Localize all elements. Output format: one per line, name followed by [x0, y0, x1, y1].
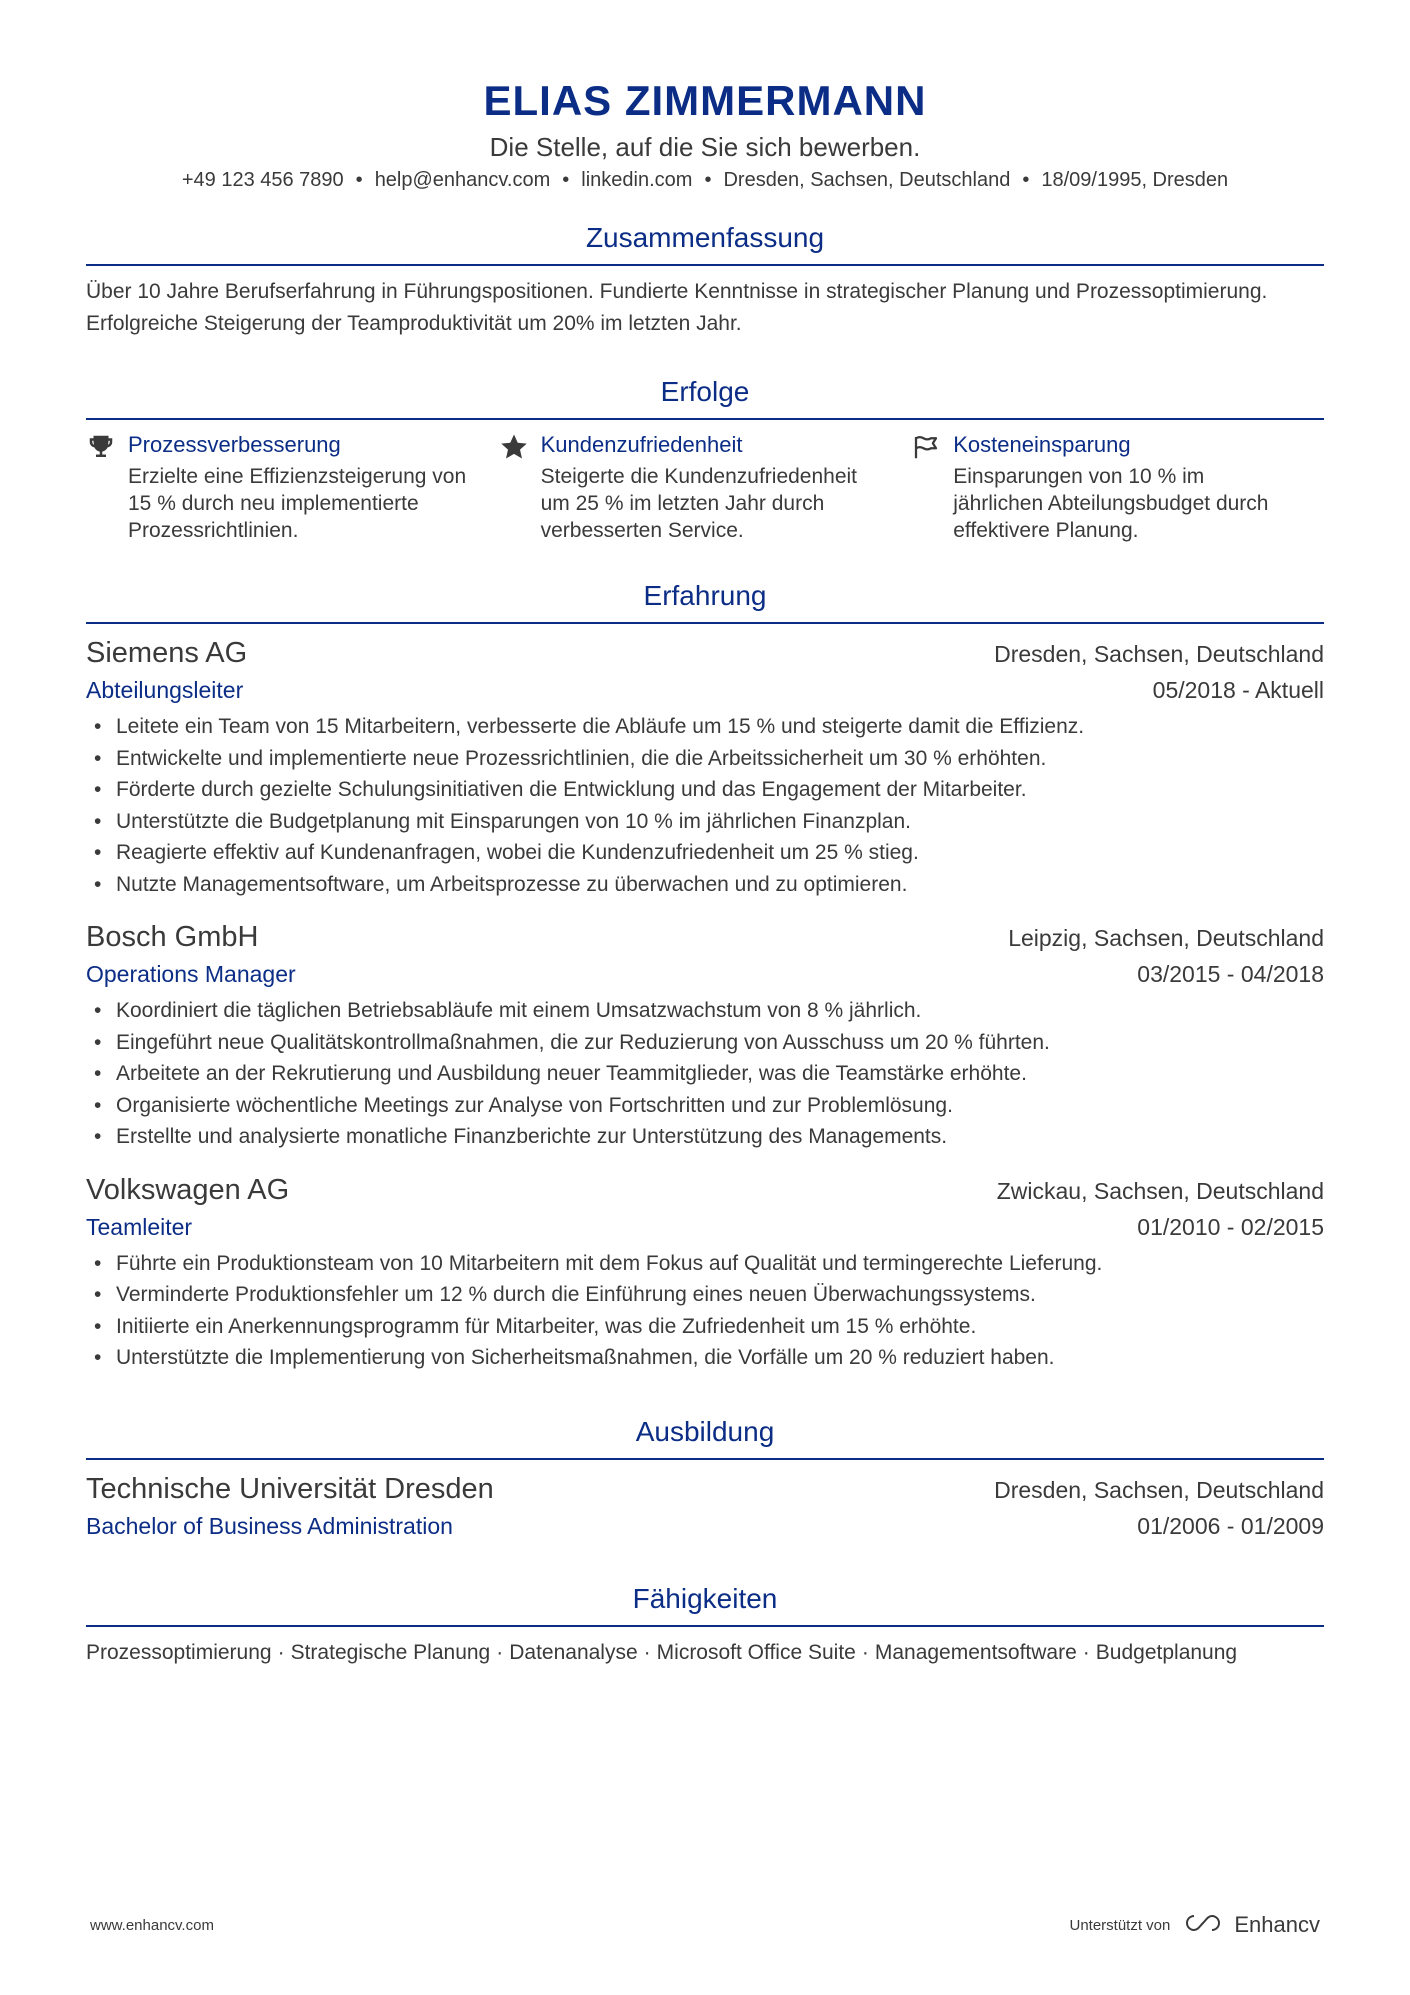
achievement-title: Prozessverbesserung: [128, 432, 341, 457]
school-name: Technische Universität Dresden: [86, 1472, 494, 1505]
separator: ·: [277, 1640, 285, 1664]
section-divider: [86, 264, 1324, 266]
section-title-achievements: Erfolge: [660, 376, 750, 407]
job-role: Teamleiter: [86, 1213, 193, 1240]
location: Dresden, Sachsen, Deutschland: [723, 169, 1011, 191]
school-location: Dresden, Sachsen, Deutschland: [994, 1476, 1324, 1503]
resume-header: [86, 0, 1324, 194]
bullet-item: • Führte ein Produktionsteam von 10 Mitarbeitern mit dem Fokus auf Qualität und termingerechte Lieferung.: [86, 1248, 1324, 1280]
separator: ·: [643, 1640, 651, 1664]
bullet-item: • Organisierte wöchentliche Meetings zur Analyse von Fortschritten und zur Problemlösung.: [86, 1090, 1324, 1122]
job-tagline: Die Stelle, auf die Sie sich bewerben.: [489, 132, 921, 162]
achievement-desc: Erzielte eine Effizienzsteigerung von 15 % durch neu implementierte Prozessrichtlinien.: [128, 465, 467, 542]
education-section: [86, 1414, 1324, 1543]
section-title-experience: Erfahrung: [643, 580, 767, 611]
section-divider: [86, 418, 1324, 420]
bullet-item: • Entwickelte und implementierte neue Prozessrichtlinien, die die Arbeitssicherheit um 30 % erhöhten.: [86, 743, 1324, 775]
skills-list: [86, 1637, 1324, 1669]
bullet-item: • Koordiniert die täglichen Betriebsabläufe mit einem Umsatzwachstum von 8 % jährlich.: [86, 995, 1324, 1027]
bullet-item: • Verminderte Produktionsfehler um 12 % durch die Einführung eines neuen Überwachungssystems.: [86, 1279, 1324, 1311]
star-icon: [499, 430, 541, 544]
job-bullets: [86, 1248, 1324, 1374]
job-dates: 03/2015 - 04/2018: [1137, 961, 1324, 987]
company-name: Bosch GmbH: [86, 921, 259, 953]
achievement-title: Kosteneinsparung: [953, 432, 1131, 457]
achievement-title: Kundenzufriedenheit: [540, 432, 743, 457]
job-role: Operations Manager: [86, 961, 296, 987]
skill-item: Prozessoptimierung: [86, 1640, 272, 1664]
bullet-item: • Eingeführt neue Qualitätskontrollmaßnahmen, die zur Reduzierung von Ausschuss um 20 % führten.: [86, 1027, 1324, 1059]
achievements-section: [86, 374, 1324, 544]
separator: ·: [861, 1640, 869, 1664]
brand-name: Enhancv: [1234, 1912, 1320, 1937]
section-divider: [86, 622, 1324, 624]
job-location: Leipzig, Sachsen, Deutschland: [1008, 925, 1324, 951]
skill-item: Datenanalyse: [509, 1640, 638, 1664]
job-entry: [86, 634, 1324, 900]
skill-item: Budgetplanung: [1095, 1640, 1238, 1664]
degree: Bachelor of Business Administration: [86, 1512, 453, 1539]
separator: ·: [496, 1640, 504, 1664]
powered-by-label: Unterstützt von: [1069, 1916, 1171, 1934]
education-entry: [86, 1470, 1324, 1543]
linkedin-link[interactable]: linkedin.com: [581, 169, 693, 191]
job-location: Zwickau, Sachsen, Deutschland: [996, 1177, 1324, 1204]
section-title-skills: Fähigkeiten: [632, 1582, 778, 1614]
bullet-item: • Nutzte Managementsoftware, um Arbeitsprozesse zu überwachen und zu optimieren.: [86, 869, 1324, 901]
resume-page: [86, 0, 1324, 1669]
job-bullets: [86, 995, 1324, 1153]
section-divider: [86, 1458, 1324, 1460]
achievement-item: [499, 430, 912, 544]
phone: +49 123 456 7890: [181, 169, 344, 191]
birth-info: 18/09/1995, Dresden: [1041, 169, 1229, 191]
skill-item: Managementsoftware: [874, 1640, 1077, 1664]
page-footer: [90, 1912, 1320, 1938]
trophy-icon: [86, 430, 128, 544]
separator: •: [1022, 169, 1030, 191]
bullet-item: • Reagierte effektiv auf Kundenanfragen, wobei die Kundenzufriedenheit um 25 % stieg.: [86, 837, 1324, 869]
bullet-item: • Förderte durch gezielte Schulungsinitiativen die Entwicklung und das Engagement der Mitarbeiter.: [86, 774, 1324, 806]
summary-text: Über 10 Jahre Berufserfahrung in Führungspositionen. Fundierte Kenntnisse in strategischer Planung und Prozessoptimierung. Erfolgreiche Steigerung der Teamproduktivität um 20% im letzten Jahr.: [86, 280, 1268, 335]
separator: •: [704, 169, 712, 191]
section-title-education: Ausbildung: [635, 1415, 775, 1447]
bullet-item: • Arbeitete an der Rekrutierung und Ausbildung neuer Teammitglieder, was die Teamstärke erhöhte.: [86, 1058, 1324, 1090]
skill-item: Microsoft Office Suite: [656, 1640, 856, 1664]
flag-icon: [911, 430, 953, 544]
job-dates: 05/2018 - Aktuell: [1152, 677, 1324, 703]
job-dates: 01/2010 - 02/2015: [1137, 1213, 1324, 1240]
enhancv-logo-icon: [1182, 1912, 1226, 1938]
bullet-item: • Erstellte und analysierte monatliche Finanzberichte zur Unterstützung des Managements.: [86, 1121, 1324, 1153]
achievements-list: [86, 430, 1324, 544]
experience-section: [86, 578, 1324, 1374]
education-dates: 01/2006 - 01/2009: [1137, 1512, 1324, 1539]
separator: •: [355, 169, 363, 191]
company-name: Volkswagen AG: [86, 1173, 290, 1206]
job-entry: [86, 1171, 1324, 1374]
section-title-summary: Zusammenfassung: [585, 222, 825, 253]
job-bullets: [86, 711, 1324, 900]
contact-line: [86, 166, 1324, 194]
job-location: Dresden, Sachsen, Deutschland: [994, 641, 1324, 667]
skills-section: [86, 1581, 1324, 1669]
summary-section: [86, 220, 1324, 340]
footer-url[interactable]: www.enhancv.com: [90, 1916, 214, 1934]
separator: •: [562, 169, 570, 191]
bullet-item: • Unterstützte die Budgetplanung mit Einsparungen von 10 % im jährlichen Finanzplan.: [86, 806, 1324, 838]
skill-item: Strategische Planung: [290, 1640, 491, 1664]
achievement-desc: Steigerte die Kundenzufriedenheit um 25 % im letzten Jahr durch verbesserten Service.: [540, 465, 858, 542]
email-link[interactable]: help@enhancv.com: [374, 169, 551, 191]
achievement-item: [86, 430, 499, 544]
bullet-item: • Unterstützte die Implementierung von Sicherheitsmaßnahmen, die Vorfälle um 20 % reduziert haben.: [86, 1342, 1324, 1374]
bullet-item: • Leitete ein Team von 15 Mitarbeitern, verbesserte die Abläufe um 15 % und steigerte damit die Effizienz.: [86, 711, 1324, 743]
achievement-desc: Einsparungen von 10 % im jährlichen Abteilungsbudget durch effektivere Planung.: [953, 465, 1269, 542]
job-role: Abteilungsleiter: [86, 677, 244, 703]
candidate-name: ELIAS ZIMMERMANN: [483, 77, 927, 124]
achievement-item: [911, 430, 1324, 544]
separator: ·: [1082, 1640, 1090, 1664]
brand-credit: [1069, 1912, 1320, 1938]
job-entry: [86, 918, 1324, 1153]
company-name: Siemens AG: [86, 637, 248, 669]
section-divider: [86, 1625, 1324, 1627]
bullet-item: • Initiierte ein Anerkennungsprogramm für Mitarbeiter, was die Zufriedenheit um 15 % erhöhte.: [86, 1311, 1324, 1343]
